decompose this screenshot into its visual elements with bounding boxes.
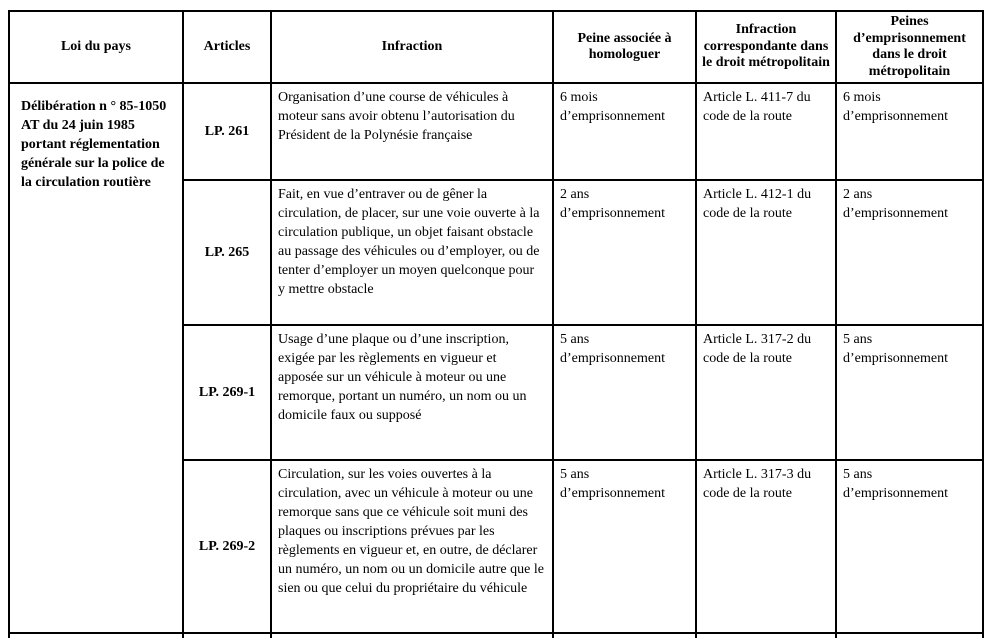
empty-cell [183, 633, 271, 638]
header-loi-du-pays: Loi du pays [9, 11, 183, 83]
article-cell: LP. 265 [183, 180, 271, 325]
article-cell: LP. 261 [183, 83, 271, 180]
law-name-cell: Délibération n ° 85-1050 AT du 24 juin 1985 portant réglementation générale sur la police de la circulation routière [9, 83, 183, 633]
infraction-cell: Organisation d’une course de véhicules à moteur sans avoir obtenu l’autorisation du Président de la Polynésie française [271, 83, 553, 180]
infraction-metropolitaine-cell: Article L. 317-3 du code de la route [696, 460, 836, 633]
empty-cell [836, 633, 983, 638]
peine-metropolitaine-cell: 5 ans d’emprisonnement [836, 325, 983, 460]
infraction-cell: Fait, en vue d’entraver ou de gêner la circulation, de placer, sur une voie ouverte à la circulation publique, un objet faisant obstacle au passage des véhicules ou d’employer, ou de tenter d’employer un moyen quelconque pour y mettre obstacle [271, 180, 553, 325]
article-cell: LP. 269-2 [183, 460, 271, 633]
penal-homologation-table [8, 10, 984, 638]
empty-cell [9, 633, 183, 638]
infraction-metropolitaine-cell: Article L. 411-7 du code de la route [696, 83, 836, 180]
header-articles: Articles [183, 11, 271, 83]
infraction-cell: Usage d’une plaque ou d’une inscription, exigée par les règlements en vigueur et apposée sur un véhicule à moteur ou une remorque, portant un numéro, un nom ou un domicile faux ou supposé [271, 325, 553, 460]
infraction-metropolitaine-cell: Article L. 412-1 du code de la route [696, 180, 836, 325]
peine-homologuer-cell: 5 ans d’emprisonnement [553, 460, 696, 633]
peine-metropolitaine-cell: 5 ans d’emprisonnement [836, 460, 983, 633]
peine-homologuer-cell: 5 ans d’emprisonnement [553, 325, 696, 460]
infraction-cell: Circulation, sur les voies ouvertes à la circulation, avec un véhicule à moteur ou une remorque sans que ce véhicule soit muni des plaques ou inscriptions prévues par les règlements en vigueur et, en outre, de déclarer un numéro, un nom ou un domicile autre que le sien ou que celui du propriétaire du véhicule [271, 460, 553, 633]
table-row [9, 83, 983, 180]
table-row-clipped [9, 633, 983, 638]
article-cell: LP. 269-1 [183, 325, 271, 460]
header-infraction: Infraction [271, 11, 553, 83]
empty-cell [271, 633, 553, 638]
peine-homologuer-cell: 2 ans d’emprisonnement [553, 180, 696, 325]
peine-metropolitaine-cell: 6 mois d’emprisonnement [836, 83, 983, 180]
infraction-metropolitaine-cell: Article L. 317-2 du code de la route [696, 325, 836, 460]
empty-cell [696, 633, 836, 638]
header-infraction-metropolitaine: Infraction correspondante dans le droit métropolitain [696, 11, 836, 83]
header-peine-metropolitaine: Peines d’emprisonnement dans le droit métropolitain [836, 11, 983, 83]
table-header-row [9, 11, 983, 83]
empty-cell [553, 633, 696, 638]
peine-metropolitaine-cell: 2 ans d’emprisonnement [836, 180, 983, 325]
peine-homologuer-cell: 6 mois d’emprisonnement [553, 83, 696, 180]
header-peine-homologuer: Peine associée à homologuer [553, 11, 696, 83]
